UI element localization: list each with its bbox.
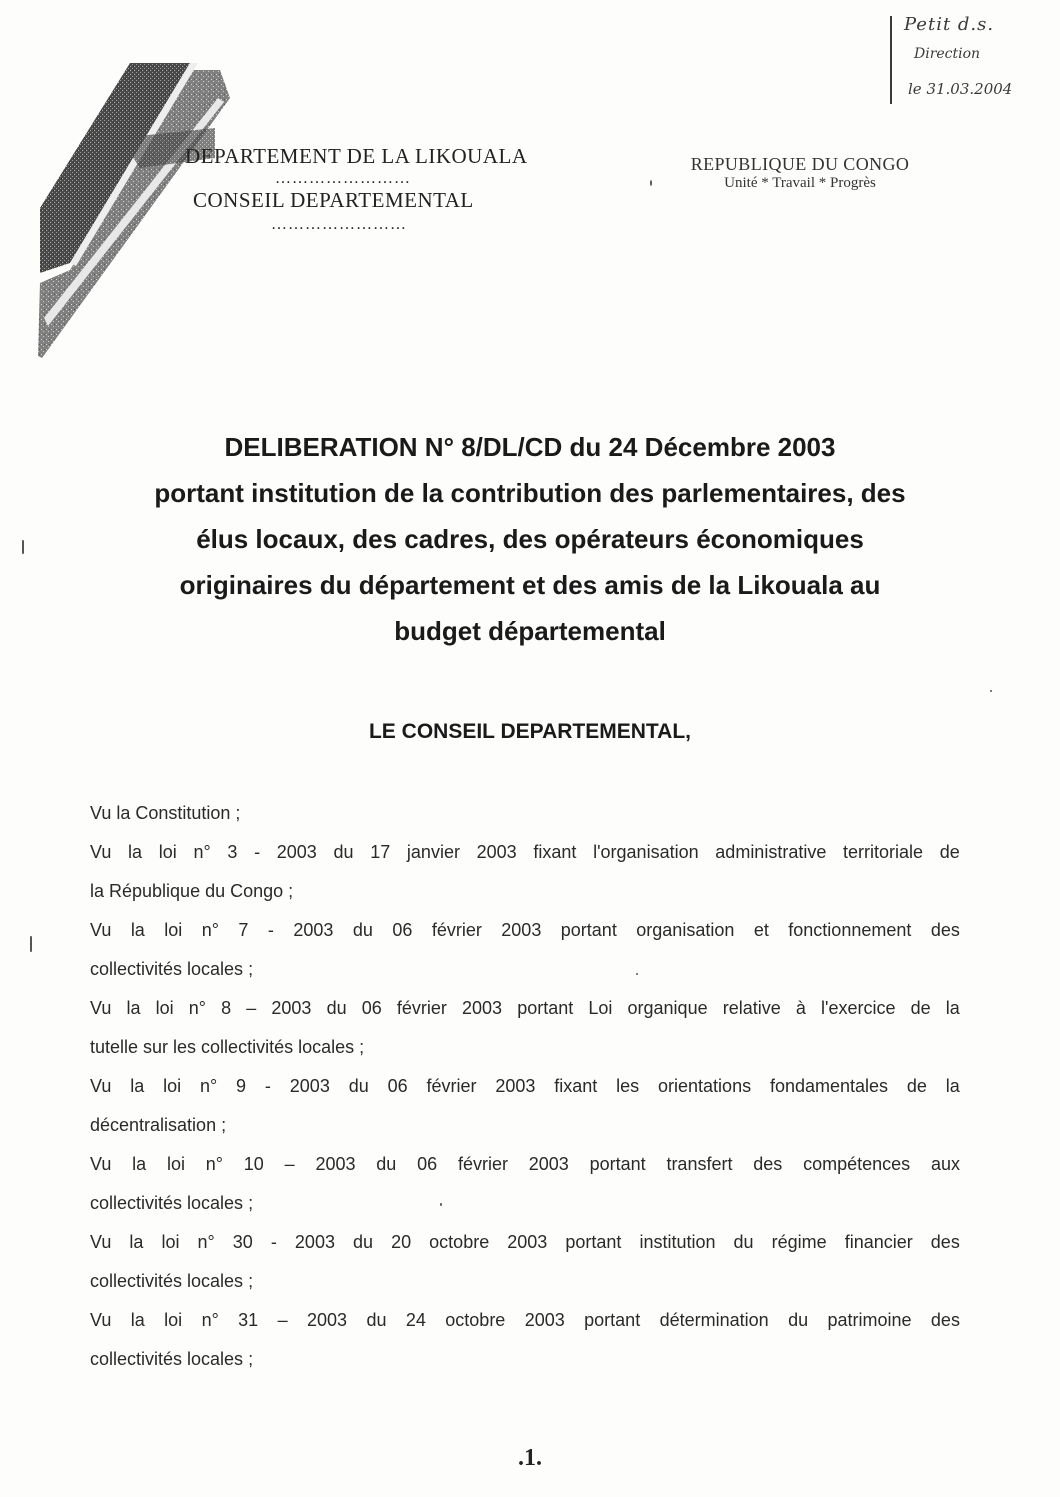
reference-word: 9	[236, 1076, 247, 1096]
reference-word: loi	[158, 842, 177, 862]
reference-line	[90, 1301, 960, 1340]
reference-word: 2003	[507, 1232, 548, 1252]
reference-word: la	[128, 842, 143, 862]
reference-word: du	[366, 1310, 387, 1330]
reference-word: fixant	[554, 1076, 598, 1096]
reference-word: l'organisation	[593, 842, 699, 862]
reference-word: 2003	[462, 998, 503, 1018]
reference-word: portant	[589, 1154, 646, 1174]
reference-word: –	[246, 998, 257, 1018]
reference-word: portant	[584, 1310, 641, 1330]
council-name: CONSEIL DEPARTEMENTAL	[193, 188, 474, 212]
reference-word: n°	[188, 998, 206, 1018]
reference-line	[90, 989, 960, 1028]
reference-word: la	[945, 998, 960, 1018]
scan-mark	[30, 936, 32, 952]
reference-word: institution	[639, 1232, 716, 1252]
reference-word: -	[270, 1232, 277, 1252]
reference-word: organisation	[636, 920, 735, 940]
stamp-bracket	[890, 16, 892, 104]
reference-word: administrative	[715, 842, 827, 862]
reference-word: 8	[221, 998, 232, 1018]
reference-line	[90, 911, 960, 950]
reference-word: loi	[163, 1076, 182, 1096]
reference-word: Vu	[90, 842, 112, 862]
reference-word: janvier	[406, 842, 460, 862]
legal-reference-item	[90, 833, 960, 911]
scan-mark	[990, 690, 992, 692]
reception-stamp	[890, 10, 1040, 100]
reference-word: n°	[201, 1310, 219, 1330]
reference-word: octobre	[445, 1310, 506, 1330]
stamp-line-1: Petit d.s.	[904, 14, 995, 35]
reference-word: Vu	[90, 998, 112, 1018]
reference-word: des	[930, 920, 960, 940]
reference-word: n°	[199, 1076, 218, 1096]
reference-word: et	[753, 920, 769, 940]
reference-word: fixant	[533, 842, 577, 862]
reference-word: 31	[238, 1310, 259, 1330]
reference-word: 2003	[501, 920, 542, 940]
reference-word: détermination	[659, 1310, 769, 1330]
reference-word: 2003	[271, 998, 312, 1018]
republic-name: REPUBLIQUE DU CONGO	[690, 154, 910, 174]
reference-word: relative	[722, 998, 781, 1018]
reference-word: portant	[517, 998, 574, 1018]
title-line: portant institution de la contribution des parlementaires, des	[154, 478, 906, 508]
reference-word: la	[945, 1076, 960, 1096]
reference-word: territoriale	[843, 842, 924, 862]
reference-word: 2003	[276, 842, 317, 862]
reference-word: loi	[164, 1310, 183, 1330]
reference-word: du	[733, 1232, 754, 1252]
reference-word: n°	[197, 1232, 215, 1252]
separator-dots: ……………………	[275, 170, 411, 187]
reference-word: l'exercice	[821, 998, 896, 1018]
reference-word: loi	[166, 1154, 185, 1174]
council-heading: LE CONSEIL DEPARTEMENTAL,	[368, 720, 691, 743]
legal-reference-item	[90, 1301, 960, 1379]
stamp-line-3: le 31.03.2004	[908, 80, 1013, 98]
reference-word: 06	[417, 1154, 438, 1174]
reference-word: les	[616, 1076, 640, 1096]
reference-word: 2003	[528, 1154, 569, 1174]
reference-word: de	[910, 998, 931, 1018]
reference-word: 2003	[293, 920, 334, 940]
reference-word: –	[284, 1154, 295, 1174]
republic-header	[650, 154, 950, 192]
reference-line	[90, 833, 960, 872]
title-line: DELIBERATION N° 8/DL/CD du 24 Décembre 2003	[224, 432, 836, 462]
reference-line: collectivités locales ;	[90, 1271, 254, 1291]
reference-word: Vu	[90, 1154, 112, 1174]
reference-line: décentralisation ;	[90, 1115, 227, 1135]
separator-dots: ……………………	[271, 216, 407, 233]
reference-word: patrimoine	[827, 1310, 912, 1330]
reference-word: loi	[161, 1232, 180, 1252]
reference-word: organique	[627, 998, 708, 1018]
legal-reference-item	[90, 989, 960, 1067]
reference-word: fondamentales	[769, 1076, 889, 1096]
legal-references	[90, 794, 960, 1379]
scan-mark	[22, 540, 24, 554]
deliberation-title	[100, 424, 960, 654]
reference-word: des	[930, 1310, 960, 1330]
reference-word: 2003	[315, 1154, 356, 1174]
reference-word: loi	[155, 998, 174, 1018]
reference-word: 2003	[294, 1232, 335, 1252]
title-line: élus locaux, des cadres, des opérateurs économiques	[196, 524, 864, 554]
reference-word: de	[906, 1076, 927, 1096]
reference-word: la	[130, 1076, 145, 1096]
reference-line: la République du Congo ;	[90, 881, 294, 901]
legal-reference-item	[90, 1067, 960, 1145]
reference-word: la	[132, 1154, 147, 1174]
reference-word: du	[333, 842, 354, 862]
reference-word: fonctionnement	[788, 920, 912, 940]
reference-word: la	[126, 998, 141, 1018]
reference-line: Vu la Constitution ;	[90, 803, 241, 823]
reference-line	[90, 1145, 960, 1184]
stamp-line-2: Direction	[914, 46, 981, 62]
reference-word: 2003	[495, 1076, 536, 1096]
reference-word: régime	[771, 1232, 827, 1252]
legal-reference-item	[90, 794, 960, 833]
reference-word: portant	[565, 1232, 622, 1252]
department-name: DEPARTEMENT DE LA LIKOUALA	[185, 144, 528, 168]
reference-word: 7	[238, 920, 249, 940]
reference-word: 24	[405, 1310, 426, 1330]
reference-line: collectivités locales ;	[90, 959, 254, 979]
legal-reference-item	[90, 911, 960, 989]
reference-word: financier	[844, 1232, 913, 1252]
reference-word: 06	[387, 1076, 408, 1096]
reference-word: des	[930, 1232, 960, 1252]
reference-word: octobre	[429, 1232, 490, 1252]
reference-word: –	[277, 1310, 288, 1330]
legal-reference-item	[90, 1145, 960, 1223]
reference-word: n°	[193, 842, 211, 862]
reference-word: Vu	[90, 1310, 112, 1330]
legal-reference-item	[90, 1223, 960, 1301]
scan-mark	[650, 180, 652, 186]
reference-word: la	[130, 1310, 145, 1330]
reference-word: aux	[930, 1154, 960, 1174]
reference-word: février	[431, 920, 482, 940]
title-line: budget départemental	[394, 616, 666, 646]
reference-word: 06	[361, 998, 382, 1018]
reference-word: 30	[232, 1232, 253, 1252]
reference-line: collectivités locales ;	[90, 1193, 254, 1213]
reference-word: de	[939, 842, 960, 862]
reference-word: 20	[391, 1232, 412, 1252]
reference-word: Vu	[90, 1232, 112, 1252]
reference-word: du	[376, 1154, 397, 1174]
reference-word: 10	[243, 1154, 264, 1174]
scan-mark	[440, 1203, 442, 1206]
reference-word: transfert	[666, 1154, 733, 1174]
reference-word: 2003	[307, 1310, 348, 1330]
reference-word: 2003	[476, 842, 517, 862]
reference-word: du	[326, 998, 347, 1018]
reference-word: février	[426, 1076, 477, 1096]
scan-mark	[636, 973, 638, 975]
reference-line	[90, 1067, 960, 1106]
national-motto: Unité * Travail * Progrès	[724, 175, 876, 191]
reference-line	[90, 1223, 960, 1262]
reference-word: à	[795, 998, 806, 1018]
reference-word: Vu	[90, 1076, 112, 1096]
reference-word: Loi	[588, 998, 613, 1018]
reference-word: loi	[164, 920, 183, 940]
reference-word: 2003	[289, 1076, 330, 1096]
reference-word: -	[264, 1076, 271, 1096]
reference-word: Vu	[90, 920, 112, 940]
page-number: .1.	[518, 1445, 542, 1471]
reference-word: la	[130, 920, 145, 940]
reference-word: la	[129, 1232, 144, 1252]
reference-word: 3	[227, 842, 238, 862]
reference-word: février	[396, 998, 447, 1018]
reference-line: collectivités locales ;	[90, 1349, 254, 1369]
reference-word: du	[348, 1076, 369, 1096]
reference-word: orientations	[658, 1076, 752, 1096]
reference-word: 17	[370, 842, 391, 862]
reference-word: n°	[205, 1154, 223, 1174]
title-line: originaires du département et des amis de la Likouala au	[179, 570, 881, 600]
reference-word: des	[753, 1154, 783, 1174]
reference-word: -	[267, 920, 274, 940]
reference-word: compétences	[803, 1154, 911, 1174]
reference-word: du	[352, 920, 373, 940]
reference-word: février	[457, 1154, 508, 1174]
reference-word: du	[788, 1310, 809, 1330]
reference-word: portant	[560, 920, 617, 940]
reference-word: du	[353, 1232, 374, 1252]
reference-word: -	[254, 842, 261, 862]
reference-word: 06	[392, 920, 413, 940]
reference-word: 2003	[524, 1310, 565, 1330]
reference-word: n°	[201, 920, 219, 940]
reference-line: tutelle sur les collectivités locales ;	[90, 1037, 365, 1057]
